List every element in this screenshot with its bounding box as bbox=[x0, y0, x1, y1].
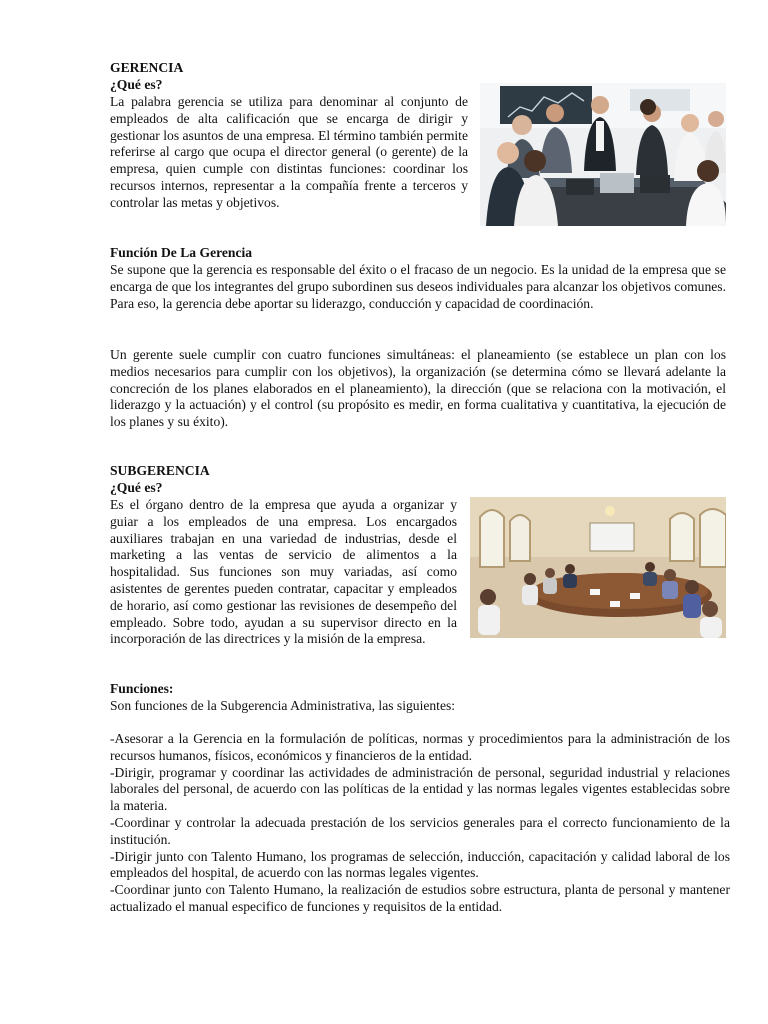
subgerencia-title: SUBGERENCIA bbox=[110, 463, 210, 478]
subgerencia-subtitle: ¿Qué es? bbox=[110, 479, 163, 495]
funcion-gerencia-paragraph-2: Un gerente suele cumplir con cuatro funciones simultáneas: el planeamiento (se establece un plan con los medios necesarios para cumplir con los objetivos), la organización (se determina cómo se llevará adelante la concreción de los planes elaborados en el planeamiento), la dirección (que se relaciona con la motivación, el liderazgo y la actuación) y el control (su propósito es medir, en forma cualitativa y cuantitativa, la ejecución de los planes y su éxito). bbox=[110, 347, 726, 430]
subgerencia-intro: Es el órgano dentro de la empresa que ayuda a organizar y guiar a los empleados de una empresa. Los encargados auxiliares trabajan en una variedad de industrias, desde el marketing a las ventas de servicio de alimentos a la hospitalidad. Sus funciones son muy variadas, así como asistentes de gerentes pueden contratar, capacitar y empleados de horario, así como gestionar las revisiones de desempeño del empleado. Sobre todo, ayudan a su supervisor directo en la incorporación de las directrices y la misión de la empresa. bbox=[110, 497, 457, 647]
funcion-item: -Asesorar a la Gerencia en la formulación de políticas, normas y procedimientos para la administración de los recursos humanos, físicos, económicos y financieros de la entidad. bbox=[110, 731, 730, 763]
conference-room-photo bbox=[470, 497, 726, 638]
gerencia-title: GERENCIA bbox=[110, 60, 184, 75]
funcion-item: -Dirigir, programar y coordinar las actividades de administración de personal, seguridad industrial y relaciones laborales del personal, de acuerdo con las políticas de la entidad y las normas legales vigentes establecidas sobre la materia. bbox=[110, 764, 730, 814]
gerencia-heading-block bbox=[110, 60, 470, 94]
gerencia-subtitle: ¿Qué es? bbox=[110, 76, 163, 92]
funcion-item: -Dirigir junto con Talento Humano, los programas de selección, inducción, capacitación y calidad laboral de los empleados del hospital, de acuerdo con las normas legales vigentes. bbox=[110, 848, 730, 881]
funcion-gerencia-heading: Función De La Gerencia bbox=[110, 245, 253, 260]
funciones-heading: Funciones: bbox=[110, 681, 174, 696]
funcion-item: -Coordinar junto con Talento Humano, la realización de estudios sobre estructura, planta de personal y mantener actualizado el manual especifico de funciones y requisitos de la entidad. bbox=[110, 882, 730, 914]
meeting-photo bbox=[480, 83, 726, 226]
funciones-intro: Son funciones de la Subgerencia Administrativa, las siguientes: bbox=[110, 698, 456, 713]
gerencia-intro: La palabra gerencia se utiliza para denominar al conjunto de empleados de alta calificación que se encarga de dirigir y gestionar los asuntos de una empresa. El término también permite referirse al cargo que ocupa el director general (o gerente) de la empresa, quien cumple con distintas funciones: coordinar los recursos internos, representar a la compañía frente a terceros y controlar las metas y objetivos. bbox=[110, 94, 468, 210]
funcion-item: -Coordinar y controlar la adecuada prestación de los servicios generales para el correcto funcionamiento de la institución. bbox=[110, 814, 730, 847]
funcion-gerencia-paragraph-1: Se supone que la gerencia es responsable del éxito o el fracaso de un negocio. Es la unidad de la empresa que se encarga de que los integrantes del grupo subordinen sus deseos individuales para alcanzar los objetivos comunes. Para eso, la gerencia debe aportar su liderazgo, conducción y capacidad de coordinación. bbox=[110, 262, 726, 311]
funciones-list bbox=[110, 731, 730, 916]
subgerencia-heading-block bbox=[110, 463, 470, 497]
